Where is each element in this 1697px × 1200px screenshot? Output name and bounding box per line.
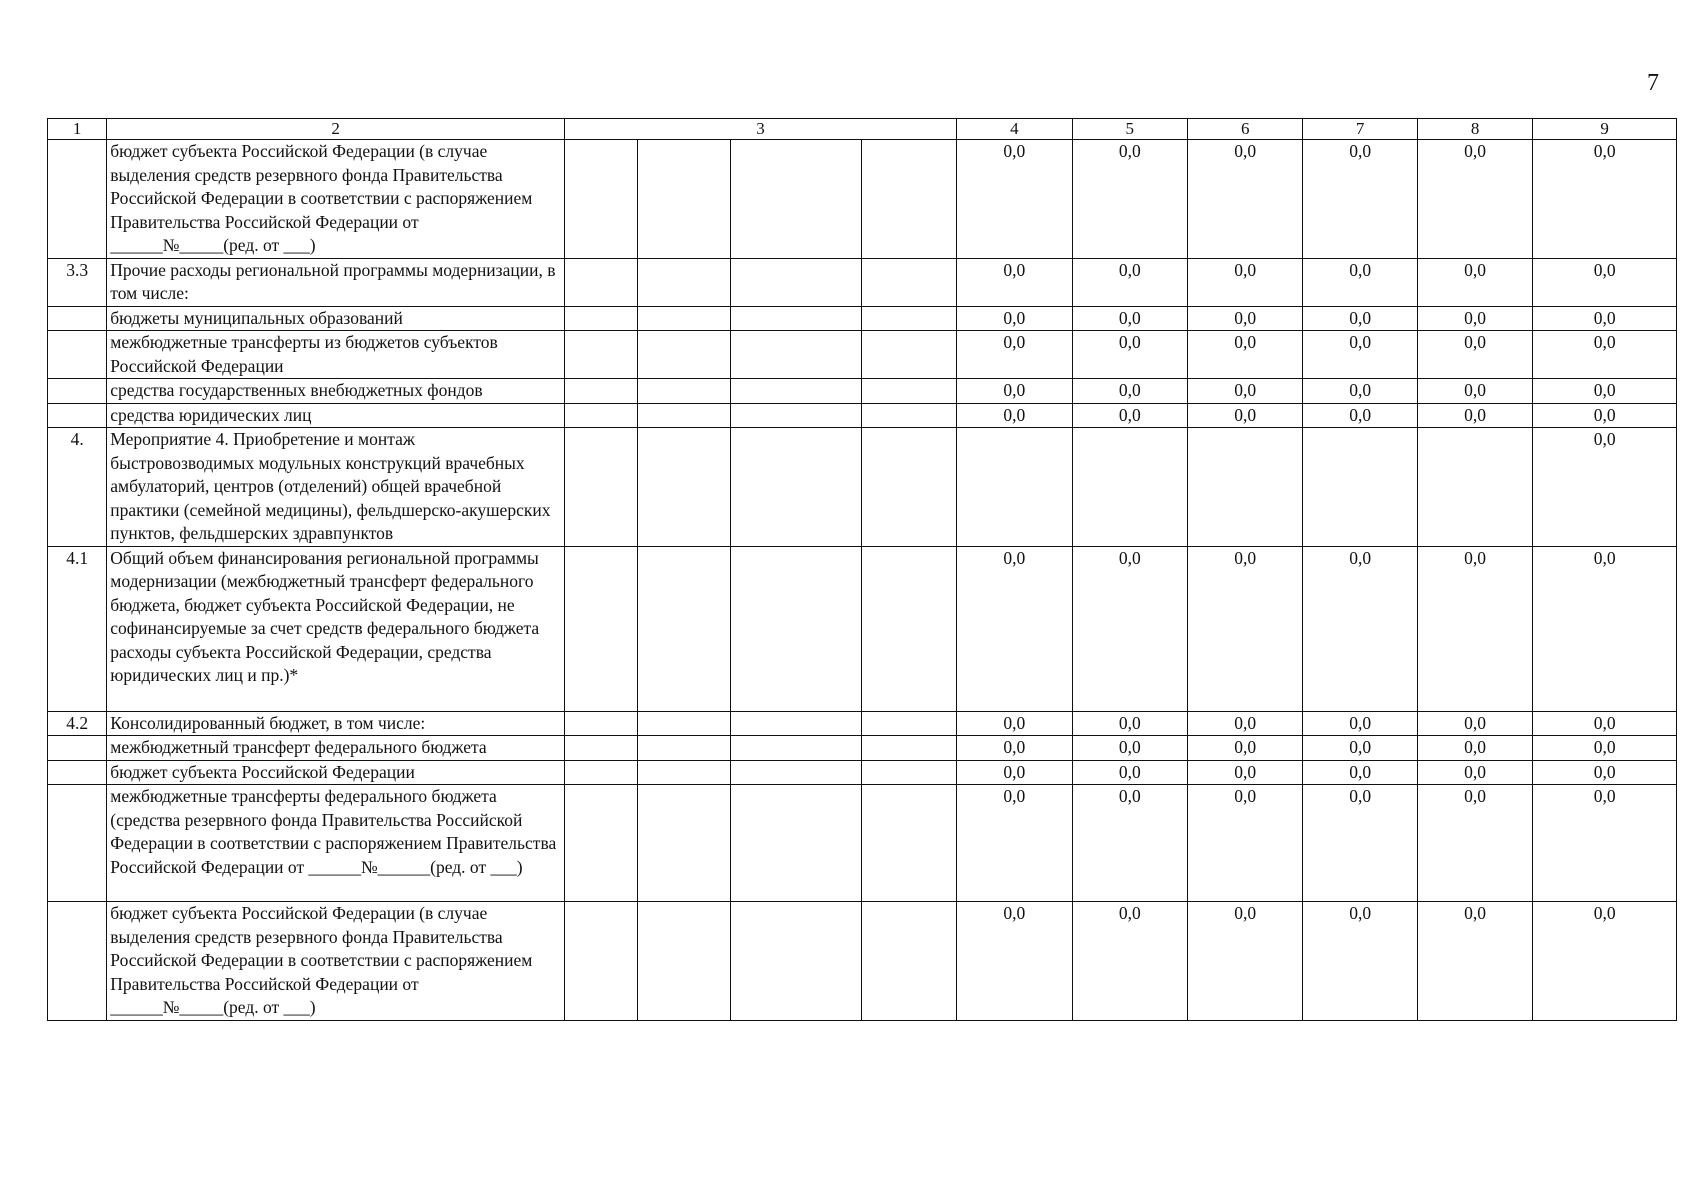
page-number: 7 — [1647, 70, 1659, 96]
value-cell: 0,0 — [957, 736, 1072, 761]
value-cell: 0,0 — [1533, 306, 1677, 331]
value-cell: 0,0 — [1417, 902, 1532, 1021]
table-row — [48, 785, 1677, 902]
value-cell: 0,0 — [1072, 306, 1187, 331]
table-row — [48, 902, 1677, 1021]
row-number — [48, 736, 107, 761]
value-cell: 0,0 — [1188, 306, 1303, 331]
row-description: бюджеты муниципальных образований — [107, 306, 565, 331]
row-description: бюджет субъекта Российской Федерации (в случае выделения средств резервного фонда Правительства Российской Федерации в соответствии с распоряжением Правительства Российской Федерации от ______№_____(ред. от ___) — [107, 140, 565, 259]
value-cell: 0,0 — [1072, 760, 1187, 785]
value-cell: 0,0 — [1072, 331, 1187, 379]
row-description: Общий объем финансирования региональной программы модернизации (межбюджетный трансферт федерального бюджета, бюджет субъекта Российской Федерации, не софинансируемые за счет средств федерального бюджета расходы субъекта Российской Федерации, средства юридических лиц и пр.)* — [107, 546, 565, 711]
row-description: бюджет субъекта Российской Федерации — [107, 760, 565, 785]
value-cell: 0,0 — [1072, 258, 1187, 306]
table-row — [48, 711, 1677, 736]
row-description: средства государственных внебюджетных фондов — [107, 379, 565, 404]
value-cell: 0,0 — [1417, 379, 1532, 404]
row-description: Консолидированный бюджет, в том числе: — [107, 711, 565, 736]
row-description: межбюджетный трансферт федерального бюджета — [107, 736, 565, 761]
value-cell: 0,0 — [957, 785, 1072, 902]
value-cell: 0,0 — [1188, 760, 1303, 785]
table-row — [48, 379, 1677, 404]
value-cell: 0,0 — [1417, 403, 1532, 428]
value-cell: 0,0 — [1417, 306, 1532, 331]
value-cell: 0,0 — [957, 711, 1072, 736]
value-cell: 0,0 — [1303, 306, 1417, 331]
value-cell: 0,0 — [1072, 140, 1187, 259]
value-cell: 0,0 — [957, 379, 1072, 404]
row-description: Прочие расходы региональной программы модернизации, в том числе: — [107, 258, 565, 306]
value-cell: 0,0 — [957, 760, 1072, 785]
value-cell: 0,0 — [957, 403, 1072, 428]
budget-table — [47, 118, 1677, 1021]
row-description: межбюджетные трансферты федерального бюджета (средства резервного фонда Правительства Российской Федерации в соответствии с распоряжением Правительства Российской Федерации от ______№______(ред. от ___) — [107, 785, 565, 902]
value-cell: 0,0 — [1188, 736, 1303, 761]
row-number — [48, 140, 107, 259]
column-header: 9 — [1533, 119, 1677, 140]
value-cell: 0,0 — [1188, 711, 1303, 736]
value-cell: 0,0 — [1303, 902, 1417, 1021]
value-cell: 0,0 — [1188, 403, 1303, 428]
value-cell: 0,0 — [957, 546, 1072, 711]
value-cell: 0,0 — [957, 258, 1072, 306]
value-cell: 0,0 — [1417, 331, 1532, 379]
row-number: 3.3 — [48, 258, 107, 306]
value-cell: 0,0 — [1533, 331, 1677, 379]
row-description: средства юридических лиц — [107, 403, 565, 428]
value-cell: 0,0 — [1417, 785, 1532, 902]
row-number — [48, 379, 107, 404]
row-number: 4.1 — [48, 546, 107, 711]
value-cell: 0,0 — [1303, 140, 1417, 259]
value-cell: 0,0 — [1303, 331, 1417, 379]
value-cell: 0,0 — [1533, 403, 1677, 428]
value-cell: 0,0 — [1533, 428, 1677, 547]
value-cell: 0,0 — [1417, 546, 1532, 711]
value-cell: 0,0 — [1303, 403, 1417, 428]
value-cell: 0,0 — [1417, 258, 1532, 306]
column-header: 4 — [957, 119, 1072, 140]
row-number — [48, 306, 107, 331]
value-cell: 0,0 — [1188, 331, 1303, 379]
value-cell: 0,0 — [1533, 736, 1677, 761]
table-row — [48, 546, 1677, 711]
value-cell: 0,0 — [1417, 140, 1532, 259]
value-cell: 0,0 — [1072, 379, 1187, 404]
value-cell: 0,0 — [1072, 403, 1187, 428]
row-number: 4. — [48, 428, 107, 547]
value-cell: 0,0 — [1303, 258, 1417, 306]
value-cell: 0,0 — [1303, 379, 1417, 404]
value-cell: 0,0 — [957, 331, 1072, 379]
value-cell: 0,0 — [1417, 736, 1532, 761]
value-cell: 0,0 — [1533, 902, 1677, 1021]
value-cell: 0,0 — [1188, 258, 1303, 306]
row-number — [48, 902, 107, 1021]
row-number: 4.2 — [48, 711, 107, 736]
value-cell: 0,0 — [1188, 140, 1303, 259]
value-cell — [1072, 428, 1187, 547]
value-cell: 0,0 — [1188, 785, 1303, 902]
row-number — [48, 331, 107, 379]
value-cell: 0,0 — [1188, 902, 1303, 1021]
column-header: 5 — [1072, 119, 1187, 140]
value-cell: 0,0 — [957, 140, 1072, 259]
row-description: бюджет субъекта Российской Федерации (в случае выделения средств резервного фонда Правительства Российской Федерации в соответствии с распоряжением Правительства Российской Федерации от ______№_____(ред. от ___) — [107, 902, 565, 1021]
value-cell: 0,0 — [1417, 760, 1532, 785]
value-cell — [1303, 428, 1417, 547]
table-row — [48, 428, 1677, 547]
value-cell: 0,0 — [1072, 785, 1187, 902]
value-cell: 0,0 — [1417, 711, 1532, 736]
value-cell — [957, 428, 1072, 547]
column-header: 2 — [107, 119, 565, 140]
value-cell: 0,0 — [1072, 902, 1187, 1021]
value-cell: 0,0 — [1533, 546, 1677, 711]
value-cell: 0,0 — [1533, 711, 1677, 736]
table-row — [48, 140, 1677, 259]
value-cell: 0,0 — [957, 306, 1072, 331]
value-cell: 0,0 — [1072, 736, 1187, 761]
table-row — [48, 306, 1677, 331]
value-cell: 0,0 — [1303, 760, 1417, 785]
row-number — [48, 785, 107, 902]
value-cell: 0,0 — [1533, 760, 1677, 785]
table-row — [48, 736, 1677, 761]
value-cell: 0,0 — [957, 902, 1072, 1021]
value-cell: 0,0 — [1533, 785, 1677, 902]
value-cell: 0,0 — [1533, 140, 1677, 259]
column-header: 6 — [1188, 119, 1303, 140]
value-cell: 0,0 — [1533, 379, 1677, 404]
table-row — [48, 760, 1677, 785]
value-cell: 0,0 — [1188, 546, 1303, 711]
value-cell: 0,0 — [1303, 736, 1417, 761]
value-cell: 0,0 — [1303, 785, 1417, 902]
table-row — [48, 403, 1677, 428]
value-cell: 0,0 — [1303, 711, 1417, 736]
row-number — [48, 760, 107, 785]
value-cell — [1188, 428, 1303, 547]
value-cell — [1417, 428, 1532, 547]
value-cell: 0,0 — [1072, 546, 1187, 711]
value-cell: 0,0 — [1303, 546, 1417, 711]
row-description: Мероприятие 4. Приобретение и монтаж быстровозводимых модульных конструкций врачебных амбулаторий, центров (отделений) общей врачебной практики (семейной медицины), фельдшерско-акушерских пунктов, фельдшерских здравпунктов — [107, 428, 565, 547]
table-row — [48, 258, 1677, 306]
value-cell: 0,0 — [1188, 379, 1303, 404]
row-description: межбюджетные трансферты из бюджетов субъектов Российской Федерации — [107, 331, 565, 379]
value-cell: 0,0 — [1072, 711, 1187, 736]
header-row — [48, 119, 1677, 140]
value-cell: 0,0 — [1533, 258, 1677, 306]
column-header: 7 — [1303, 119, 1417, 140]
column-header: 8 — [1417, 119, 1532, 140]
column-header: 1 — [48, 119, 107, 140]
row-number — [48, 403, 107, 428]
column-header: 3 — [564, 119, 956, 140]
table-row — [48, 331, 1677, 379]
